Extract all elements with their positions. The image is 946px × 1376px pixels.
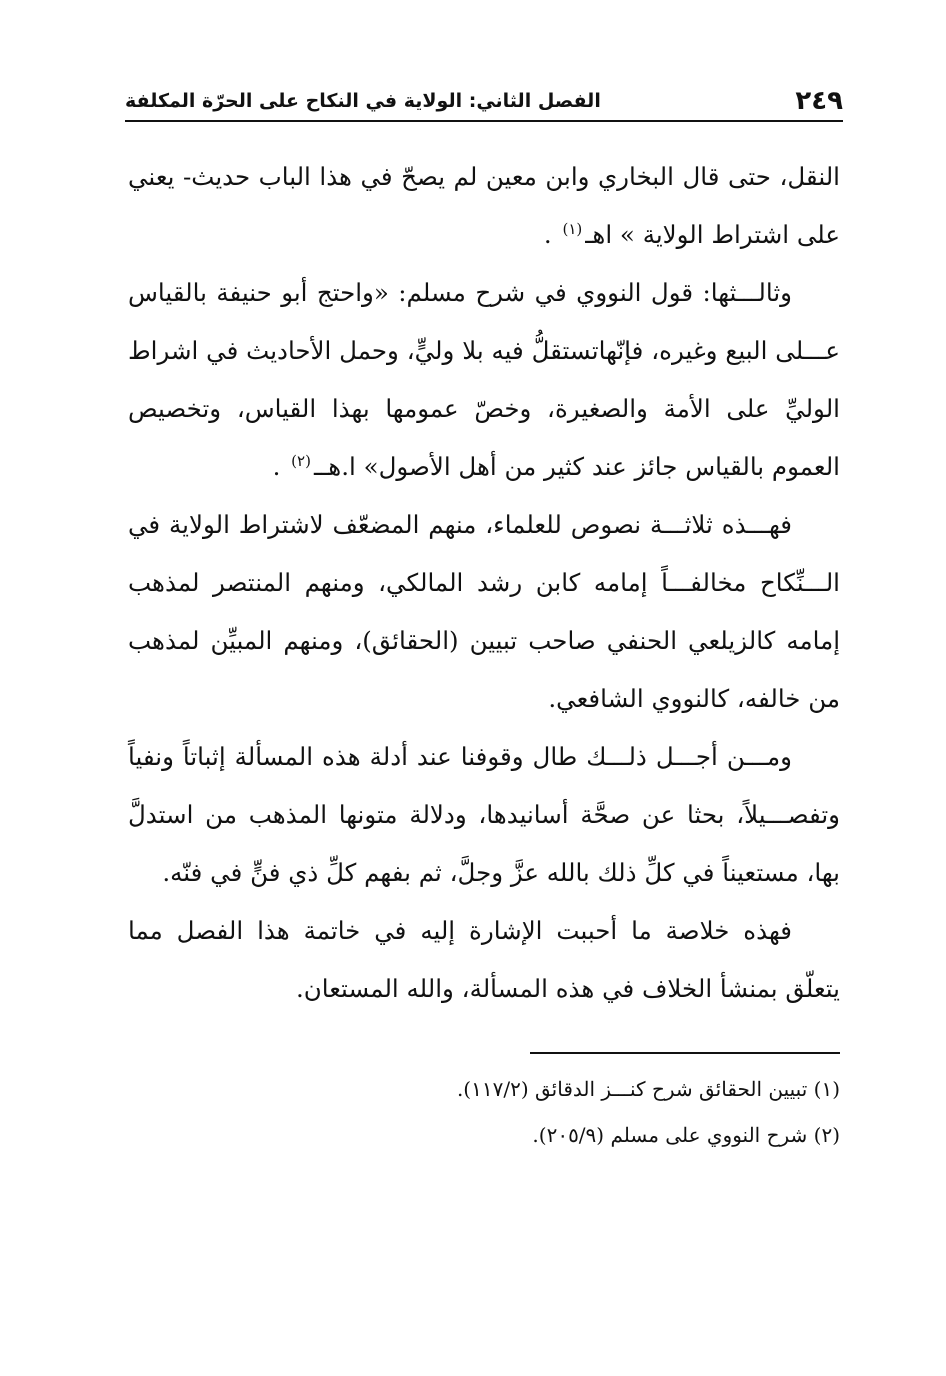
paragraph-text: النقل، حتى قال البخاري وابن معين لم يصحّ في هذا الباب حديث- يعني على اشتراط الولاية » اهـ bbox=[128, 162, 840, 249]
body-text bbox=[128, 148, 840, 1018]
footnote-reference: (٢) bbox=[291, 451, 311, 470]
footnote-divider bbox=[530, 1052, 840, 1054]
chapter-title: الفصل الثاني: الولاية في النكاح على الحرّة المكلفة bbox=[125, 90, 601, 112]
paragraph-text: فهـــذه ثلاثـــة نصوص للعلماء، منهم المضعّف لاشتراط الولاية في الـــنِّكاح مخالفـــاً إمامه كابن رشد المالكي، ومنهم المنتصر لمذهب إمامه كالزيلعي الحنفي صاحب تبيين (الحقائق)، ومنهم المبيِّن لمذهب من خالفه، كالنووي الشافعي. bbox=[128, 510, 840, 713]
footnote: (١) تبيين الحقائق شرح كنـــز الدقائق (١١٧/٢). bbox=[456, 1077, 840, 1101]
footnote: (٢) شرح النووي على مسلم (٢٠٥/٩). bbox=[532, 1123, 840, 1147]
page-number: ٢٤٩ bbox=[795, 86, 843, 116]
paragraph-end: . bbox=[543, 220, 560, 249]
paragraph-end: . bbox=[272, 452, 289, 481]
paragraph bbox=[128, 148, 840, 264]
paragraph bbox=[128, 264, 840, 496]
footnotes bbox=[300, 1066, 840, 1158]
paragraph bbox=[128, 496, 840, 728]
paragraph bbox=[128, 728, 840, 902]
page-header bbox=[125, 80, 843, 122]
footnote-reference: (١) bbox=[562, 219, 583, 238]
paragraph bbox=[128, 902, 840, 1018]
paragraph-text: ومـــن أجـــل ذلـــك طال وقوفنا عند أدلة هذه المسألة إثباتاً ونفياً وتفصـــيلاً، بحثا عن صحَّة أسانيدها، ودلالة متونها المذهب من استدلَّ بها، مستعيناً في كلِّ ذلك بالله عزَّ وجلَّ، ثم بفهم كلِّ ذي فنٍّ في فنّه. bbox=[128, 742, 840, 887]
paragraph-text: فهذه خلاصة ما أحببت الإشارة إليه في خاتمة هذا الفصل مما يتعلّق بمنشأ الخلاف في هذه المسألة، والله المستعان. bbox=[128, 916, 840, 1003]
paragraph-text: وثالـــثها: قول النووي في شرح مسلم: «واحتج أبو حنيفة بالقياس عـــلى البيع وغيره، فإنّهاتستقلُّ فيه بلا وليٍّ، وحمل الأحاديث في اشراط الوليِّ على الأمة والصغيرة، وخصّ عمومها بهذا القياس، وتخصيص العموم بالقياس جائز عند كثير من أهل الأصول» ا.هــ bbox=[128, 278, 840, 481]
